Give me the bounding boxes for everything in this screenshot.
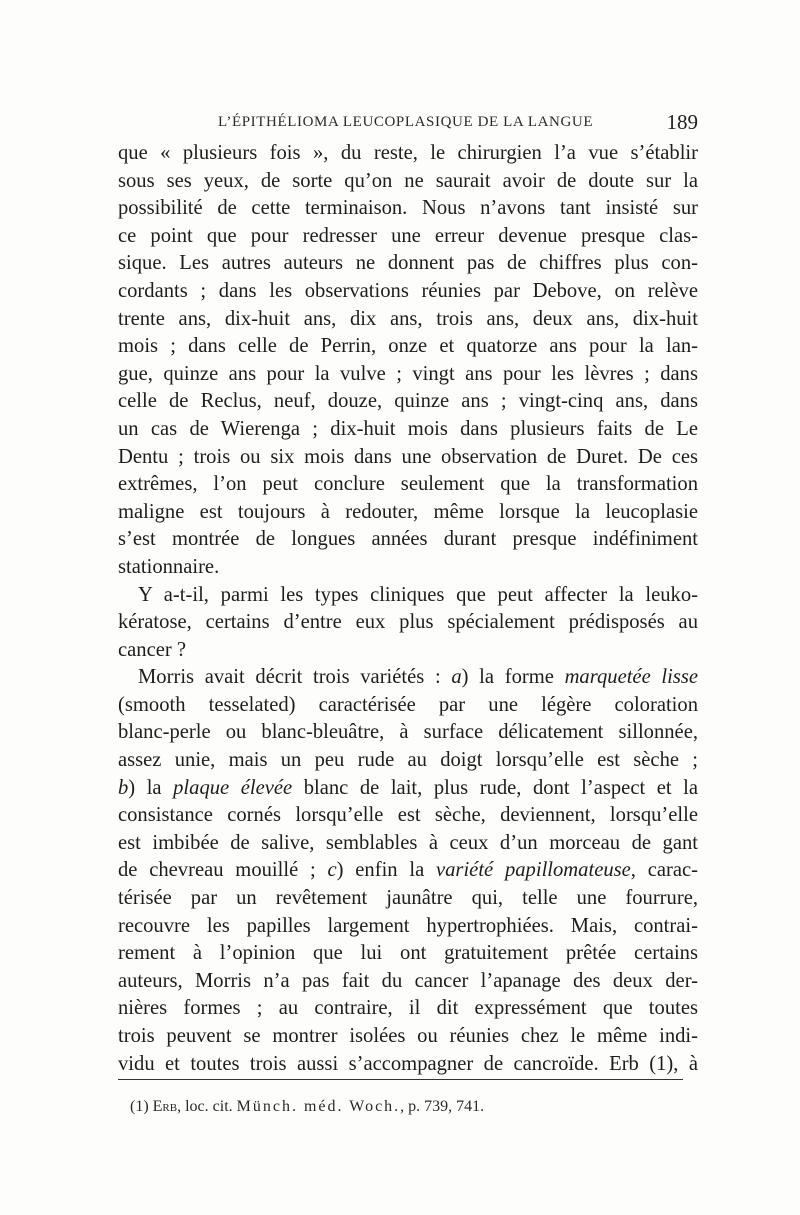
text-line: consistance cornés lorsqu’elle est sèche, deviennent, lorsqu’elle: [118, 804, 698, 827]
text-line: stationnaire.: [118, 555, 220, 578]
text-line: cordants ; dans les observations réunies par Debove, on relève: [118, 279, 698, 302]
text-line: que « plusieurs fois », du reste, le chirurgien l’a vue s’établir: [118, 142, 698, 164]
text-line: Dentu ; trois ou six mois dans une observation de Duret. De ces: [118, 445, 698, 468]
text-line: b) la plaque élevée blanc de lait, plus rude, dont l’aspect et la: [118, 776, 699, 799]
page-header: [118, 110, 698, 140]
text-line: térisée par un revêtement jaunâtre qui, telle une fourrure,: [118, 887, 698, 910]
text-line: est imbibée de salive, semblables à ceux d’un morceau de gant: [118, 831, 698, 854]
text-line: gue, quinze ans pour la vulve ; vingt ans pour les lèvres ; dans: [118, 362, 698, 385]
text-line: assez unie, mais un peu rude au doigt lorsqu’elle est sèche ;: [118, 749, 698, 772]
text-line: sique. Les autres auteurs ne donnent pas de chiffres plus con-: [118, 252, 698, 275]
text-line: trente ans, dix-huit ans, dix ans, trois ans, deux ans, dix-huit: [118, 307, 698, 330]
text-line: mois ; dans celle de Perrin, onze et quatorze ans pour la lan-: [118, 335, 698, 358]
footnote-text: , loc. cit.: [177, 1098, 233, 1115]
text-line: s’est montrée de longues années durant presque indéfiniment: [118, 528, 698, 551]
text-line: kératose, certains d’entre eux plus spécialement prédisposés au: [118, 611, 698, 634]
footnote: [130, 1098, 484, 1116]
text-line: (smooth tesselated) caractérisée par une légère coloration: [118, 693, 698, 716]
text-line: Morris avait décrit trois variétés : a) la forme marquetée lisse: [138, 666, 699, 689]
text-line: celle de Reclus, neuf, douze, quinze ans ; vingt-cinq ans, dans: [118, 390, 698, 413]
text-line: extrêmes, l’on peut conclure seulement que la transformation: [118, 473, 698, 496]
text-line: maligne est toujours à redouter, même lorsque la leucoplasie: [118, 500, 698, 523]
text-line: ce point que pour redresser une erreur devenue presque clas-: [118, 224, 698, 247]
text-line: sous ses yeux, de sorte qu’on ne saurait avoir de doute sur la: [118, 169, 698, 192]
text-line: possibilité de cette terminaison. Nous n’avons tant insisté sur: [118, 197, 698, 220]
text-line: un cas de Wierenga ; dix-huit mois dans plusieurs faits de Le: [118, 417, 698, 440]
body-text: [118, 140, 698, 1078]
footnote-journal: Münch. méd. Woch.: [236, 1098, 401, 1115]
text-line: recouvre les papilles largement hypertrophiées. Mais, contrai-: [118, 914, 698, 937]
text-line: blanc-perle ou blanc-bleuâtre, à surface délicatement sillonnée,: [118, 721, 698, 744]
footnote-divider: [118, 1079, 683, 1080]
text-line: de chevreau mouillé ; c) enfin la variété papillomateuse, carac-: [118, 859, 698, 882]
text-line: trois peuvent se montrer isolées ou réunies chez le même indi-: [118, 1025, 698, 1047]
footnote-marker: (1): [130, 1098, 149, 1115]
footnote-pages: , p. 739, 741.: [400, 1098, 485, 1115]
text-line: cancer ?: [118, 638, 187, 661]
footnote-author: Erb: [152, 1098, 178, 1115]
text-line: rement à l’opinion que lui ont gratuitement prêtée certains: [118, 942, 698, 965]
text-line: Y a-t-il, parmi les types cliniques que peut affecter la leuko-: [138, 583, 698, 606]
text-line: auteurs, Morris n’a pas fait du cancer l’apanage des deux der-: [118, 969, 698, 992]
text-line: nières formes ; au contraire, il dit expressément que toutes: [118, 997, 698, 1020]
page-number: 189: [666, 110, 698, 134]
running-title: L’ÉPITHÉLIOMA LEUCOPLASIQUE DE LA LANGUE: [218, 114, 594, 130]
text-line: vidu et toutes trois aussi s’accompagner de cancroïde. Erb (1), à: [118, 1052, 698, 1075]
